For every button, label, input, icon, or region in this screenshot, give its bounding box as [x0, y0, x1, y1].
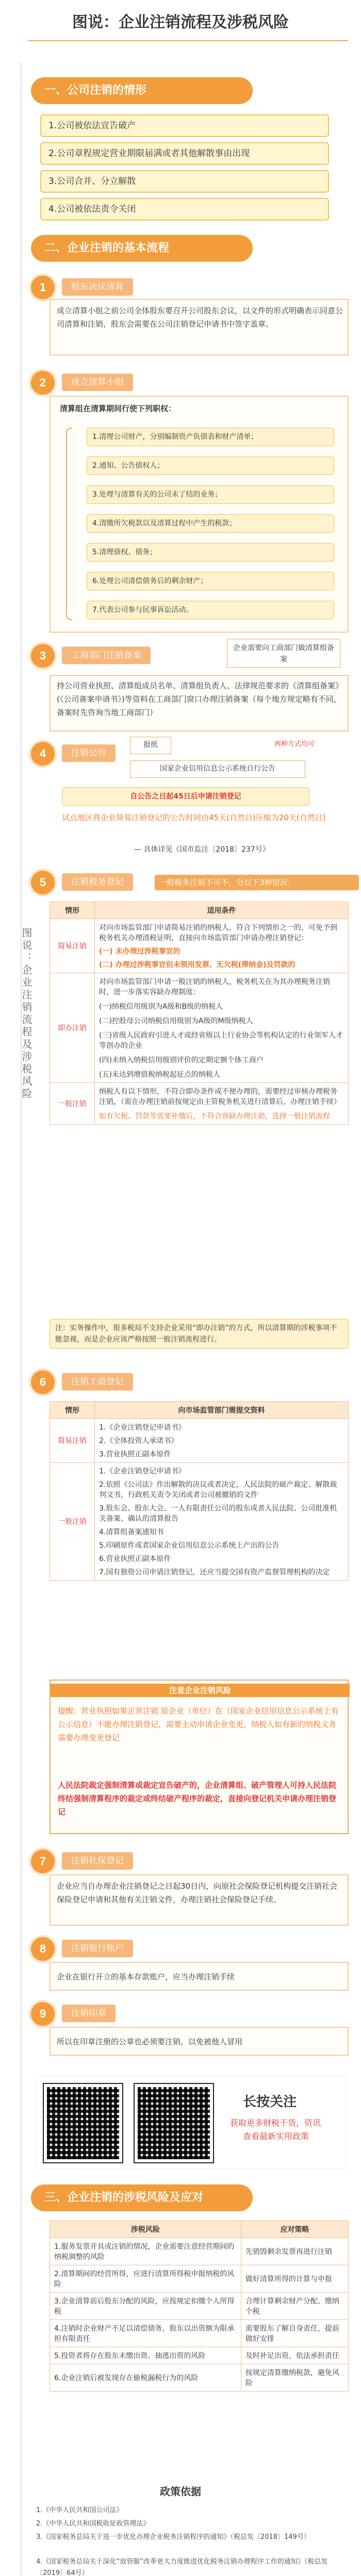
follow-subtitle: 获取更多财税干货，资讯	[230, 2118, 321, 2128]
section-3-header	[31, 2184, 253, 2211]
duty-item: 5.清理债权、债务；	[87, 543, 334, 562]
section-2-title: 二、企业注销的基本流程	[44, 242, 170, 255]
policy-ref: 1.《中华人民共和国公司法》	[36, 2506, 123, 2514]
risk-panel	[50, 1680, 349, 1834]
rail-caption: 图说：企业注销流程及涉税风险	[20, 927, 32, 1100]
duty-item: 7.代表公司参与民事诉讼活动。	[87, 601, 334, 619]
policy-ref: 2.《中华人民共和国税收征收管理法》	[36, 2520, 150, 2528]
risk-text: 提醒：营业执照如果正常注销 原企业（单位）在（国家企业信用信息公示系统上有公示信息）不能办理注销登记，需要主动申请企业变更，纳税人如有新的纳税义务需要办理变更登记	[58, 1706, 339, 1742]
tax-deregistration-table	[50, 902, 349, 1125]
step-tag: 工商部门注销备案	[62, 647, 151, 664]
condition-line: (一)纳税信用级别为A级和B级的纳税人	[99, 1003, 223, 1011]
step-number: 7	[31, 1850, 55, 1873]
step-8-text: 企业在银行开立的基本存款账户，应当办理注销手续	[57, 1972, 235, 1981]
strategy-cell: 合理计算剩余财产分配、缴纳个税	[241, 2293, 348, 2320]
business-deregistration-table	[50, 1401, 349, 1581]
document-line: 1.《企业注销登记申请书》	[99, 1423, 186, 1432]
policy-basis-title: 政策依据	[160, 2486, 201, 2498]
risk-cell: 1.服务发票开具或注销的情况，企业需要注意经营期间的纳税调整的风险	[50, 2238, 241, 2265]
condition-line: (一) 未办理过涉税事宜的	[99, 947, 180, 956]
policy-ref: 3.《国家税务总局关于进一步优化办理企业税务注销程序的通知》（税总发〔2018〕149号）	[36, 2533, 310, 2541]
step-tag: 注销工商登记	[62, 1373, 133, 1391]
case-category: 简易注销	[50, 1419, 95, 1463]
case-conditions	[95, 1083, 349, 1125]
step-7-text: 企业应当自办理企业注销登记之日起30日内，向原社会保险登记机构提交注销社会保险登记申请和其他有关注销文件，办理注销社会保险登记手续。	[57, 1882, 338, 1904]
section-1-title: 一、公司注销的情形	[44, 84, 147, 97]
situation-item: 2.公司章程规定营业期限届满或者其他解散事由出现	[40, 142, 329, 165]
step-8-panel	[50, 1962, 349, 1991]
condition-line: (五)未达到增值税纳税起征点的纳税人	[99, 1071, 220, 1079]
risk-title: 注意企业注销风险	[51, 1684, 350, 1697]
case-documents	[95, 1463, 349, 1581]
step-number: 1	[31, 276, 55, 299]
section-2-header	[31, 235, 253, 262]
case-category: 简易注销	[50, 919, 95, 973]
tax-risk-table	[50, 2221, 349, 2392]
col-header: 情形	[50, 1402, 95, 1419]
section-1-header	[31, 77, 253, 104]
step-9-text: 所以在印章注册的公章也必须要注销，以免被他人冒用	[57, 2037, 243, 2046]
document-line: 1.《企业注销登记申请书》	[99, 1467, 186, 1476]
qr-code[interactable]	[135, 2084, 213, 2162]
risk-cell: 6.企业注销后被发现存在偷税漏税行为的风险	[50, 2364, 241, 2392]
case-category: 即办注销	[50, 973, 95, 1083]
step-tag: 注销税务登记	[62, 873, 133, 891]
duty-item: 2.通知、公告债权人；	[87, 456, 334, 475]
strategy-cell: 及时补足出资，依法承担责任	[241, 2347, 348, 2364]
section-3-title: 三、企业注销的涉税风险及应对	[44, 2191, 204, 2204]
condition-line: (四)未纳入纳税信用级别评价的定期定额个体工商户	[99, 1056, 264, 1064]
notice-newspaper: 报纸	[130, 737, 171, 754]
col-header: 向市场监管部门需提交资料	[95, 1402, 349, 1419]
situation-item: 3.公司合并、分立解散	[40, 170, 329, 193]
step-number: 4	[31, 742, 55, 766]
step-9-panel	[50, 2027, 349, 2056]
step-tag: 注销银行账户	[62, 1940, 133, 1957]
condition-line: (三)省级人民政府引进人才或经省级以上行业协会等机构认定的行业领军人才等创办的企业	[99, 1031, 343, 1050]
condition-line: 对向市场监管部门申请简易注销的纳税人，符合下列情形之一的，可免予到税务机关办理清税证明，直接向市场监管部门申请办理注销登记：	[99, 924, 337, 942]
step-3-panel	[50, 675, 349, 732]
case-conditions	[95, 919, 349, 973]
step-tag: 注销公告	[62, 744, 116, 762]
step-number: 2	[31, 371, 55, 395]
notice-pilot: 试点地区将企业简易注销登记的公告时间由45天(自然日)压缩为20天(自然日)	[62, 813, 326, 822]
strategy-cell: 需要股东了解自身责任，提前做好安排	[241, 2320, 348, 2347]
duty-item: 1.清理公司财产，分别编制资产负债表和财产清单；	[87, 428, 334, 446]
header-divider	[28, 40, 348, 41]
document-line: 2.《全体投资人承诺书》	[99, 1437, 178, 1445]
notice-choice: 两种方式均可	[274, 740, 315, 748]
duty-item: 4.清缴所欠税款以及清算过程中产生的税款；	[87, 514, 334, 533]
col-header: 涉税风险	[50, 2221, 241, 2238]
qr-code[interactable]	[44, 2084, 122, 2162]
col-header: 情形	[50, 902, 95, 919]
document-line: 3.营业执照正副本原件	[99, 1450, 171, 1459]
condition-line: (二) 办理过涉税事宜但未领用发票、无欠税(滞纳金)及罚款的	[99, 961, 296, 969]
step-number: 8	[31, 1937, 55, 1961]
case-category: 一般注销	[50, 1463, 95, 1581]
strategy-cell: 按规定清算缴纳税款，避免风险	[241, 2364, 348, 2392]
page-title: 图说：企业注销流程及涉税风险	[72, 13, 289, 31]
step-tag: 注销印章	[62, 2005, 116, 2022]
step-3-text: 持公司营业执照、清算组成员名单、清算组负责人、法律规范要求的《清算组备案》(《公司备案申请书》)等资料在工商部门窗口办理注销备案（每个地方规定略有不同，备案时先咨询当地工商部门）	[57, 681, 343, 717]
document-line: 5.印刷原件或者国家企业信用信息公示系统上产出的公告	[99, 1541, 280, 1550]
risk-cell: 3.企业清算前后股东分配的风险，应按规定扣缴个人所得税	[50, 2293, 241, 2320]
case-category: 一般注销	[50, 1083, 95, 1125]
step-number: 3	[31, 644, 55, 668]
duty-item: 6.处理公司清偿债务后的剩余财产；	[87, 572, 334, 590]
notice-online: 国家企业信用信息公示系统自行公告	[130, 760, 305, 778]
step-2-box-title: 清算组在清算期间行使下列职权：	[60, 404, 176, 413]
brace-decoration	[66, 428, 72, 620]
document-line: 7.国有独资公司申请注销登记，还应当提交国有资产监督管理机构的决定	[99, 1568, 330, 1577]
step-5-note: 一般税务注销不可不，分以下3种情况：	[155, 875, 359, 890]
document-line: 3.股东会、股东大会、一人有限责任公司的股东或者人民法院、公司批准机关备案、确认的清算报告	[99, 1504, 337, 1523]
notice-deadline: 自公告之日起45日后申请注销登记	[62, 787, 309, 806]
follow-card	[36, 2076, 346, 2169]
condition-line: 纳税人有以下情形，不符合即办条件或不便办理的，需要经过审核办理税务注销，（需在办理注销前按规定由主管税务机关进行清算后，办理注销手续）	[99, 1088, 341, 1106]
duty-item: 3.处理与清算有关的公司未了结的业务；	[87, 485, 334, 504]
step-3-note: 企业需要向工商部门做清算组备案	[227, 639, 340, 668]
case-conditions	[95, 973, 349, 1083]
strategy-cell: 做好清算所得的计算与申报	[241, 2265, 348, 2293]
step-7-panel	[50, 1874, 349, 1926]
risk-cell: 4.注销时企业财产不足以清偿债务，股东以出资额为限承担有限责任	[50, 2320, 241, 2347]
situation-item: 4.公司被依法责令关闭	[40, 198, 329, 221]
step-tag: 注销社保登记	[62, 1852, 133, 1870]
step-tag: 成立清算小组	[62, 374, 133, 391]
tax-note: 注：实务操作中，很多税局不支持企业采用“即办注销”的方式，所以清算期的涉税事项不能忽视，而是企业应该严格按照一般注销流程进行。	[50, 1319, 349, 1349]
col-header: 应对策略	[241, 2221, 348, 2238]
risk-text-court: 人民法院裁定强制清算或裁定宣告破产的，企业清算组、破产管理人可持人民法院终结强制清算程序的裁定或终结破产程序的裁定，直接向登记机关申请办理注销登记	[58, 1781, 337, 1817]
condition-line: 对向市场监管部门申请一般注销的纳税人，税务机关在为其办理税务注销时，进一步落实容缺办理制度：	[99, 978, 330, 996]
strategy-cell: 先销毁剩余发票再进行注销	[241, 2238, 348, 2265]
policy-ref: 4.《国家税务总局关于深化“放管服”改革更大力度推进优化税务注销办理程序工作的通知》（税总发〔2019〕64号）	[36, 2558, 328, 2576]
document-line: 4.清算组备案通知书	[99, 1528, 164, 1536]
step-1-text: 成立清算小组之前公司全体股东要召开公司股东会议，以文件的形式明确表示同意公司清算和注销，股东会需要在公司注销登记申请书中签字盖章。	[57, 306, 343, 329]
step-number: 9	[31, 2002, 55, 2026]
risk-cell: 2.清算期间的经营所得，应进行清算所得税申报纳税的风险	[50, 2265, 241, 2293]
notice-source: — 具体详见《国市监注〔2018〕237号》	[134, 845, 270, 854]
condition-line: 如有欠税、罚款等需要补缴后，不符合容缺办理注销，选择一般注销流程	[99, 1112, 330, 1121]
case-documents	[95, 1419, 349, 1463]
page-header	[0, 0, 361, 57]
follow-title: 长按关注	[243, 2094, 297, 2110]
step-2-panel	[50, 396, 349, 633]
step-number: 5	[31, 871, 55, 894]
risk-cell: 5.投资者将存在股东未缴出资、抽逃出资的风险	[50, 2347, 241, 2364]
situation-item: 1.公司被依法宣告破产	[40, 114, 329, 137]
step-1-panel	[50, 299, 349, 355]
col-header: 适用条件	[95, 902, 349, 919]
condition-line: (二)控股母公司纳税信用级别为A级的M级纳税人	[99, 1017, 253, 1025]
document-line: 2.依照《公司法》作出解散的决议或者决定，人民法院的破产裁定、解散裁判文书，行政机关责令关闭或者公司被撤销的文件	[99, 1481, 337, 1499]
follow-subtitle: 查看最新实用政策	[243, 2131, 309, 2141]
timeline-rail	[21, 62, 22, 2576]
step-number: 6	[31, 1370, 55, 1394]
document-line: 6.营业执照正副本原件	[99, 1555, 171, 1563]
step-tag: 股东决议清算	[62, 278, 133, 296]
